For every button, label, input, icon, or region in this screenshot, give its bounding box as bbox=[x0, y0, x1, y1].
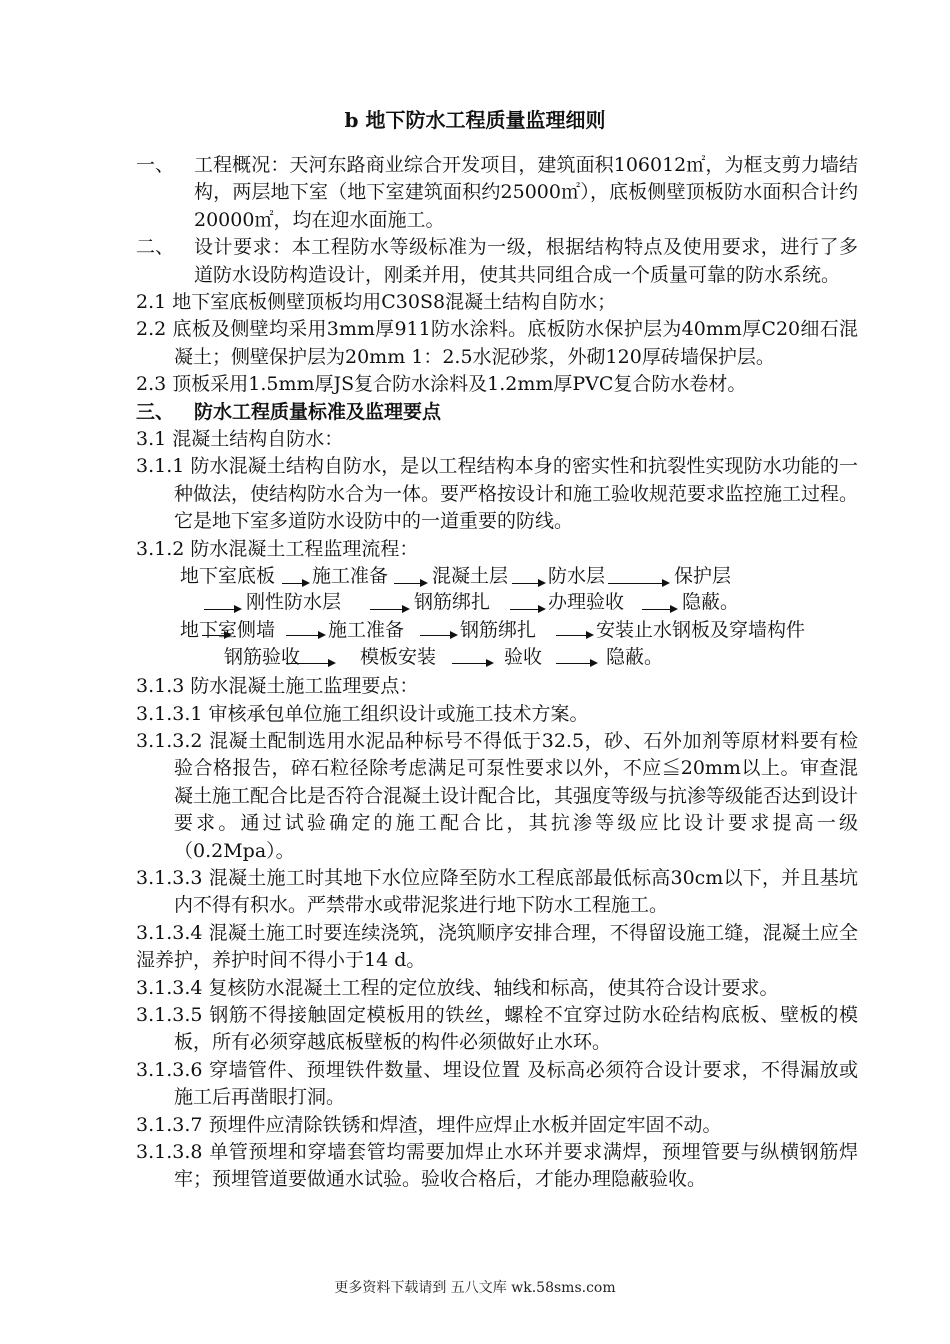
section-3-number: 三、 bbox=[136, 400, 175, 423]
flow-arrow bbox=[286, 663, 334, 664]
paragraph-3-1-3-7: 3.1.3.7 预埋件应清除铁锈和焊渣，埋件应焊止水板并固定牢固不动。 bbox=[136, 1113, 722, 1136]
flow-arrow bbox=[556, 663, 596, 664]
section-1-number: 一、 bbox=[136, 154, 175, 176]
document-title: b 地下防水工程质量监理细则 bbox=[344, 108, 606, 132]
section-1-text: 工程概况：天河东路商业综合开发项目，建筑面积106012㎡，为框支剪力墙结构，两层地下室（地下室建筑面积约25000㎡），底板侧壁顶板防水面积合计约20000㎡，均在迎水面施工。 bbox=[194, 154, 858, 231]
flow-step-concealment: 隐蔽。 bbox=[682, 591, 740, 614]
flow-step-rebar-acceptance: 钢筋验收 bbox=[224, 646, 301, 669]
flow-step-concealment-2: 隐蔽。 bbox=[606, 646, 664, 669]
paragraph-3-1-2: 3.1.2 防水混凝土工程监理流程： bbox=[136, 537, 419, 560]
paragraph-2-3: 2.3 顶板采用1.5mm厚JS复合防水涂料及1.2mm厚PVC复合防水卷材。 bbox=[136, 373, 747, 396]
flow-step-acceptance-2: 验收 bbox=[504, 646, 543, 669]
flow-arrow bbox=[286, 635, 324, 636]
paragraph-3-1-3-5: 3.1.3.5 钢筋不得接触固定模板用的铁丝，螺栓不宜穿过防水砼结构底板、壁板的模板，所有必须穿越底板壁板的构件必须做好止水环。 bbox=[136, 1003, 858, 1054]
document-body bbox=[136, 152, 858, 1194]
flow-step-protective-layer: 保护层 bbox=[674, 565, 732, 588]
flow-step-waterproof-layer: 防水层 bbox=[548, 565, 606, 588]
paragraph-3-1-3: 3.1.3 防水混凝土施工监理要点： bbox=[136, 675, 419, 698]
section-2 bbox=[136, 234, 858, 289]
paragraph-3-1-3-3: 3.1.3.3 混凝土施工时其地下水位应降至防水工程底部最低标高30cm以下，并且基坑内不得有积水。严禁带水或带泥浆进行地下防水工程施工。 bbox=[136, 866, 858, 917]
paragraph-3-1-3-6: 3.1.3.6 穿墙管件、预埋铁件数量、埋设位置 及标高必须符合设计要求，不得漏放或施工后再凿眼打洞。 bbox=[136, 1058, 858, 1109]
flow-arrow bbox=[202, 635, 230, 636]
paragraph-3-1-3-1: 3.1.3.1 审核承包单位施工组织设计或施工技术方案。 bbox=[136, 702, 589, 725]
flow-arrow bbox=[608, 583, 668, 584]
flow-arrow bbox=[452, 663, 492, 664]
flow-arrow bbox=[394, 583, 426, 584]
process-flow-diagram bbox=[136, 563, 858, 673]
flow-step-rebar-binding: 钢筋绑扎 bbox=[414, 591, 491, 614]
flow-step-preparation: 施工准备 bbox=[312, 565, 389, 588]
flow-arrow bbox=[420, 635, 456, 636]
section-3 bbox=[136, 399, 858, 426]
flow-arrow bbox=[556, 635, 592, 636]
flow-step-basement-wall: 地下室侧墙 bbox=[180, 619, 276, 642]
flow-step-waterstop-install: 安装止水钢板及穿墙构件 bbox=[596, 619, 806, 642]
paragraph-3-1-3-8: 3.1.3.8 单管预埋和穿墙套管均需要加焊止水环并要求满焊，预埋管要与纵横钢筋焊牢；预埋管道要做通水试验。验收合格后，才能办理隐蔽验收。 bbox=[136, 1141, 858, 1191]
paragraph-3-1-3-4b: 3.1.3.4 复核防水混凝土工程的定位放线、轴线和标高，使其符合设计要求。 bbox=[136, 976, 779, 999]
flow-arrow bbox=[510, 609, 544, 610]
footer-link-text: 更多资料下载请到 五八文库 wk.58sms.com bbox=[334, 1280, 616, 1296]
flow-step-basement-floor: 地下室底板 bbox=[180, 565, 276, 588]
section-1 bbox=[136, 152, 858, 234]
paragraph-3-1: 3.1 混凝土结构自防水： bbox=[136, 428, 344, 451]
flow-arrow bbox=[204, 609, 240, 610]
flow-arrow bbox=[282, 583, 308, 584]
section-2-number: 二、 bbox=[136, 236, 175, 259]
flow-arrow bbox=[370, 609, 408, 610]
paragraph-2-2: 2.2 底板及侧壁均采用3mm厚911防水涂料。底板防水保护层为40mm厚C20细石混凝土；侧壁保护层为20mm 1：2.5水泥砂浆，外砌120厚砖墙保护层。 bbox=[136, 318, 858, 368]
paragraph-3-1-3-2: 3.1.3.2 混凝土配制选用水泥品种标号不得低于32.5，砂、石外加剂等原材料要有检验合格报告，碎石粒径除考虑满足可泵性要求以外，不应≦20mm以上。审查混凝土施工配合比是否符合混凝土设计配合比，其强度等级与抗渗等级能否达到设计要求。通过试验确定的施工配合比，其抗渗等级应比设计要求提高一级（0.2Mpa）。 bbox=[136, 729, 859, 862]
flow-step-preparation-2: 施工准备 bbox=[328, 619, 405, 642]
flow-step-rigid-waterproof: 刚性防水层 bbox=[246, 591, 342, 614]
flow-step-acceptance: 办理验收 bbox=[548, 591, 625, 614]
flow-arrow bbox=[512, 583, 544, 584]
paragraph-3-1-3-4a: 3.1.3.4 混凝土施工时要连续浇筑，浇筑顺序安排合理，不得留设施工缝，混凝土应全湿养护，养护时间不得小于14 d。 bbox=[136, 921, 858, 972]
flow-step-rebar-binding-2: 钢筋绑扎 bbox=[460, 619, 537, 642]
paragraph-3-1-1: 3.1.1 防水混凝土结构自防水，是以工程结构本身的密实性和抗裂性实现防水功能的一种做法，使结构防水合为一体。要严格按设计和施工验收规范要求监控施工过程。它是地下室多道防水设防中的一道重要的防线。 bbox=[136, 455, 859, 533]
flow-step-concrete-layer: 混凝土层 bbox=[432, 565, 509, 588]
section-3-heading: 防水工程质量标准及监理要点 bbox=[194, 400, 442, 423]
section-2-text: 设计要求：本工程防水等级标准为一级，根据结构特点及使用要求，进行了多道防水设防构造设计，刚柔并用，使其共同组合成一个质量可靠的防水系统。 bbox=[194, 236, 858, 286]
flow-step-formwork: 模板安装 bbox=[360, 646, 437, 669]
paragraph-2-1: 2.1 地下室底板侧壁顶板均用C30S8混凝土结构自防水； bbox=[136, 291, 617, 314]
flow-arrow bbox=[642, 609, 676, 610]
